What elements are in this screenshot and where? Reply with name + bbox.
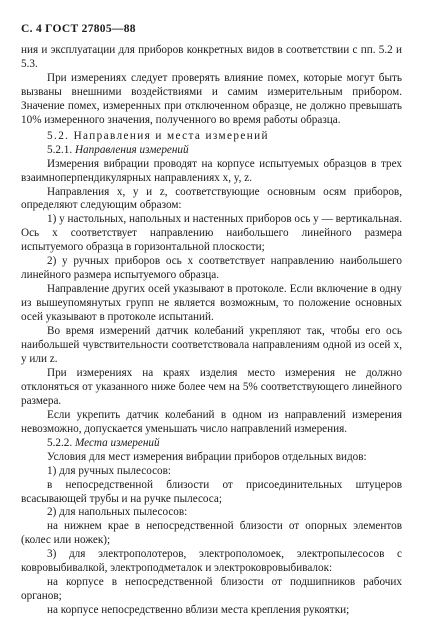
section-heading: 5.2. Направления и места измерений: [47, 129, 269, 142]
list-item: 2) для напольных пылесосов:: [47, 506, 188, 519]
paragraph: Направление других осей указывают в протоколе. Если включение в одну из вышеупомянутых групп не является возможным, то положение основных осей указывают в протоколе испытаний.: [21, 283, 402, 324]
paragraph: Измерения вибрации проводят на корпусе испытуемых образцов в трех взаимноперпендикулярных направлениях x, y, z.: [21, 157, 402, 184]
subsection-heading: 5.2.1. Направления измерений: [47, 143, 189, 156]
paragraph: При измерениях на краях изделия место измерения не должно отклоняться от указанного ниже более чем на 5% соответствующего линейного размера.: [21, 366, 402, 407]
paragraph: на нижнем крае в непосредственной близости от опорных элементов (колес или ножек);: [21, 520, 402, 547]
list-item: 1) для ручных пылесосов:: [47, 464, 172, 477]
document-body: [21, 44, 402, 618]
paragraph: Во время измерений датчик колебаний укрепляют так, чтобы его ось наибольшей чувствительности соответствовала направлениям одной из осей x, y или z.: [21, 325, 402, 365]
subsection-heading: 5.2.2. Места измерений: [47, 436, 160, 449]
list-item: 3) для электрополотеров, электрополомоек, электропылесосов с ковровыбивалкой, электроподметалок и электроковровыбивалок:: [21, 548, 402, 575]
paragraph: в непосредственной близости от присоединительных штуцеров всасывающей трубы и на ручке пылесоса;: [21, 478, 402, 505]
paragraph: Если укрепить датчик колебаний в одном из направлений измерения невозможно, допускается уменьшать число направлений измерения.: [21, 408, 402, 435]
page-header: С. 4 ГОСТ 27805—88: [21, 23, 136, 35]
paragraph: При измерениях следует проверять влияние помех, которые могут быть вызваны внешними воздействиями и самим измерительным прибором. Значение помех, измеренных при отключенном образце, не должно превышать 10% измеренного значения, полученного во время работы образца.: [21, 71, 402, 126]
paragraph: ния и эксплуатации для приборов конкретных видов в соответствии с пп. 5.2 и 5.3.: [21, 44, 402, 70]
paragraph: 2) у ручных приборов ось x соответствует направлению наибольшего линейного размера испытуемого образца.: [21, 255, 402, 282]
paragraph: Условия для мест измерения вибрации приборов отдельных видов:: [47, 450, 367, 463]
paragraph: 1) у настольных, напольных и настенных приборов ось y — вертикальная. Ось x соответствует направлению наибольшего линейного размера испытуемого образца в горизонтальной плоскости;: [21, 213, 402, 254]
paragraph: Направления x, y и z, соответствующие основным осям приборов, определяют следующим образом:: [21, 185, 402, 212]
paragraph: на корпусе в непосредственной близости от подшипников рабочих органов;: [21, 576, 402, 603]
paragraph: на корпусе непосредственно вблизи места крепления рукоятки;: [47, 604, 350, 617]
